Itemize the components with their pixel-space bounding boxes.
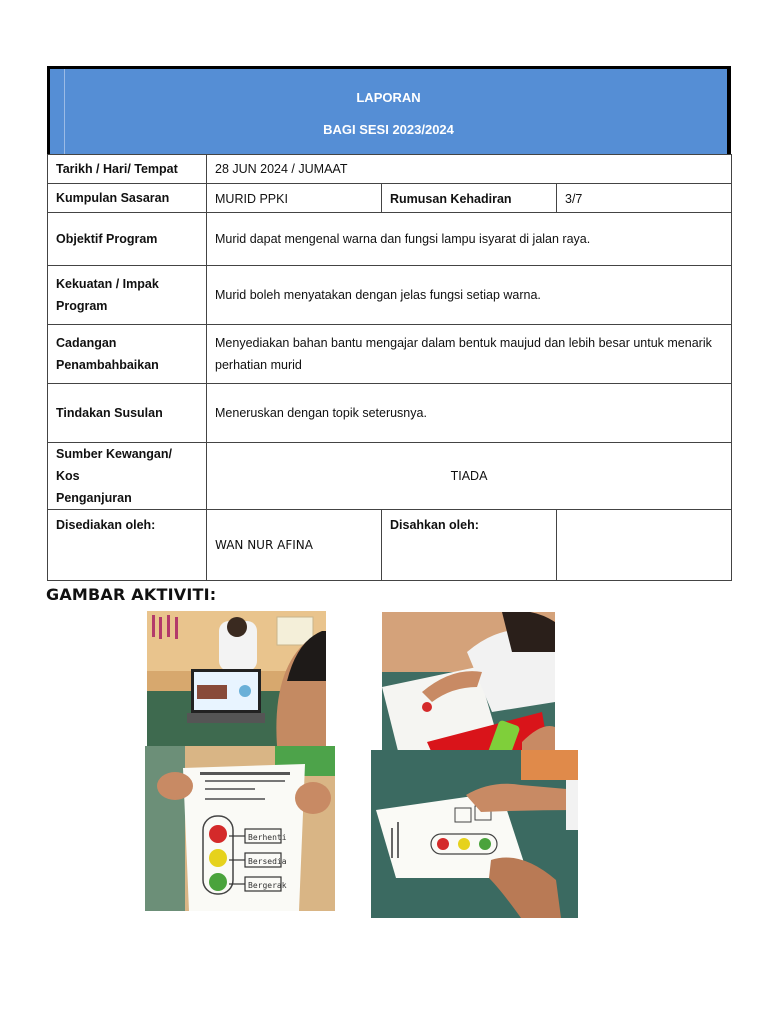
activity-photo-table [371,750,578,918]
table-row [48,384,732,443]
table-row [48,266,732,325]
followup-value: Meneruskan dengan topik seterusnya. [207,384,732,443]
approved-by-value [557,510,732,581]
target-group-value: MURID PPKI [207,184,382,213]
date-value: 28 JUN 2024 / JUMAAT [207,155,732,184]
table-row [48,510,732,581]
table-row [48,155,732,184]
table-row [48,184,732,213]
activity-photos-title: GAMBAR AKTIVITI: [46,585,217,604]
prepared-by-label: Disediakan oleh: [48,510,207,581]
objective-label: Objektif Program [48,213,207,266]
attendance-value: 3/7 [557,184,732,213]
funding-label: Sumber Kewangan/ Kos Penganjuran [48,443,207,510]
impact-label: Kekuatan / Impak Program [48,266,207,325]
activity-photo-laptop [147,611,326,746]
table-row [48,325,732,384]
prepared-by-value: WAN NUR AFINA [207,510,382,581]
impact-value: Murid boleh menyatakan dengan jelas fungsi setiap warna. [207,266,732,325]
table-row [48,213,732,266]
attendance-label: Rumusan Kehadiran [382,184,557,213]
date-label: Tarikh / Hari/ Tempat [48,155,207,184]
target-group-label: Kumpulan Sasaran [48,184,207,213]
report-header [47,66,731,154]
funding-value: TIADA [207,443,732,510]
followup-label: Tindakan Susulan [48,384,207,443]
header-divider [64,69,65,154]
approved-by-label: Disahkan oleh: [382,510,557,581]
activity-photo-worksheet [145,746,335,911]
label-go: Bergerak [248,881,287,890]
label-ready: Bersedia [248,857,287,866]
label-stop: Berhenti [248,833,287,842]
report-table [47,154,732,581]
improvement-label: Cadangan Penambahbaikan [48,325,207,384]
improvement-value: Menyediakan bahan bantu mengajar dalam bentuk maujud dan lebih besar untuk menarik perhatian murid [207,325,732,384]
report-subtitle: BAGI SESI 2023/2024 [323,122,454,137]
table-row [48,443,732,510]
report-title: LAPORAN [356,90,421,105]
report-form [47,66,731,581]
objective-value: Murid dapat mengenal warna dan fungsi lampu isyarat di jalan raya. [207,213,732,266]
